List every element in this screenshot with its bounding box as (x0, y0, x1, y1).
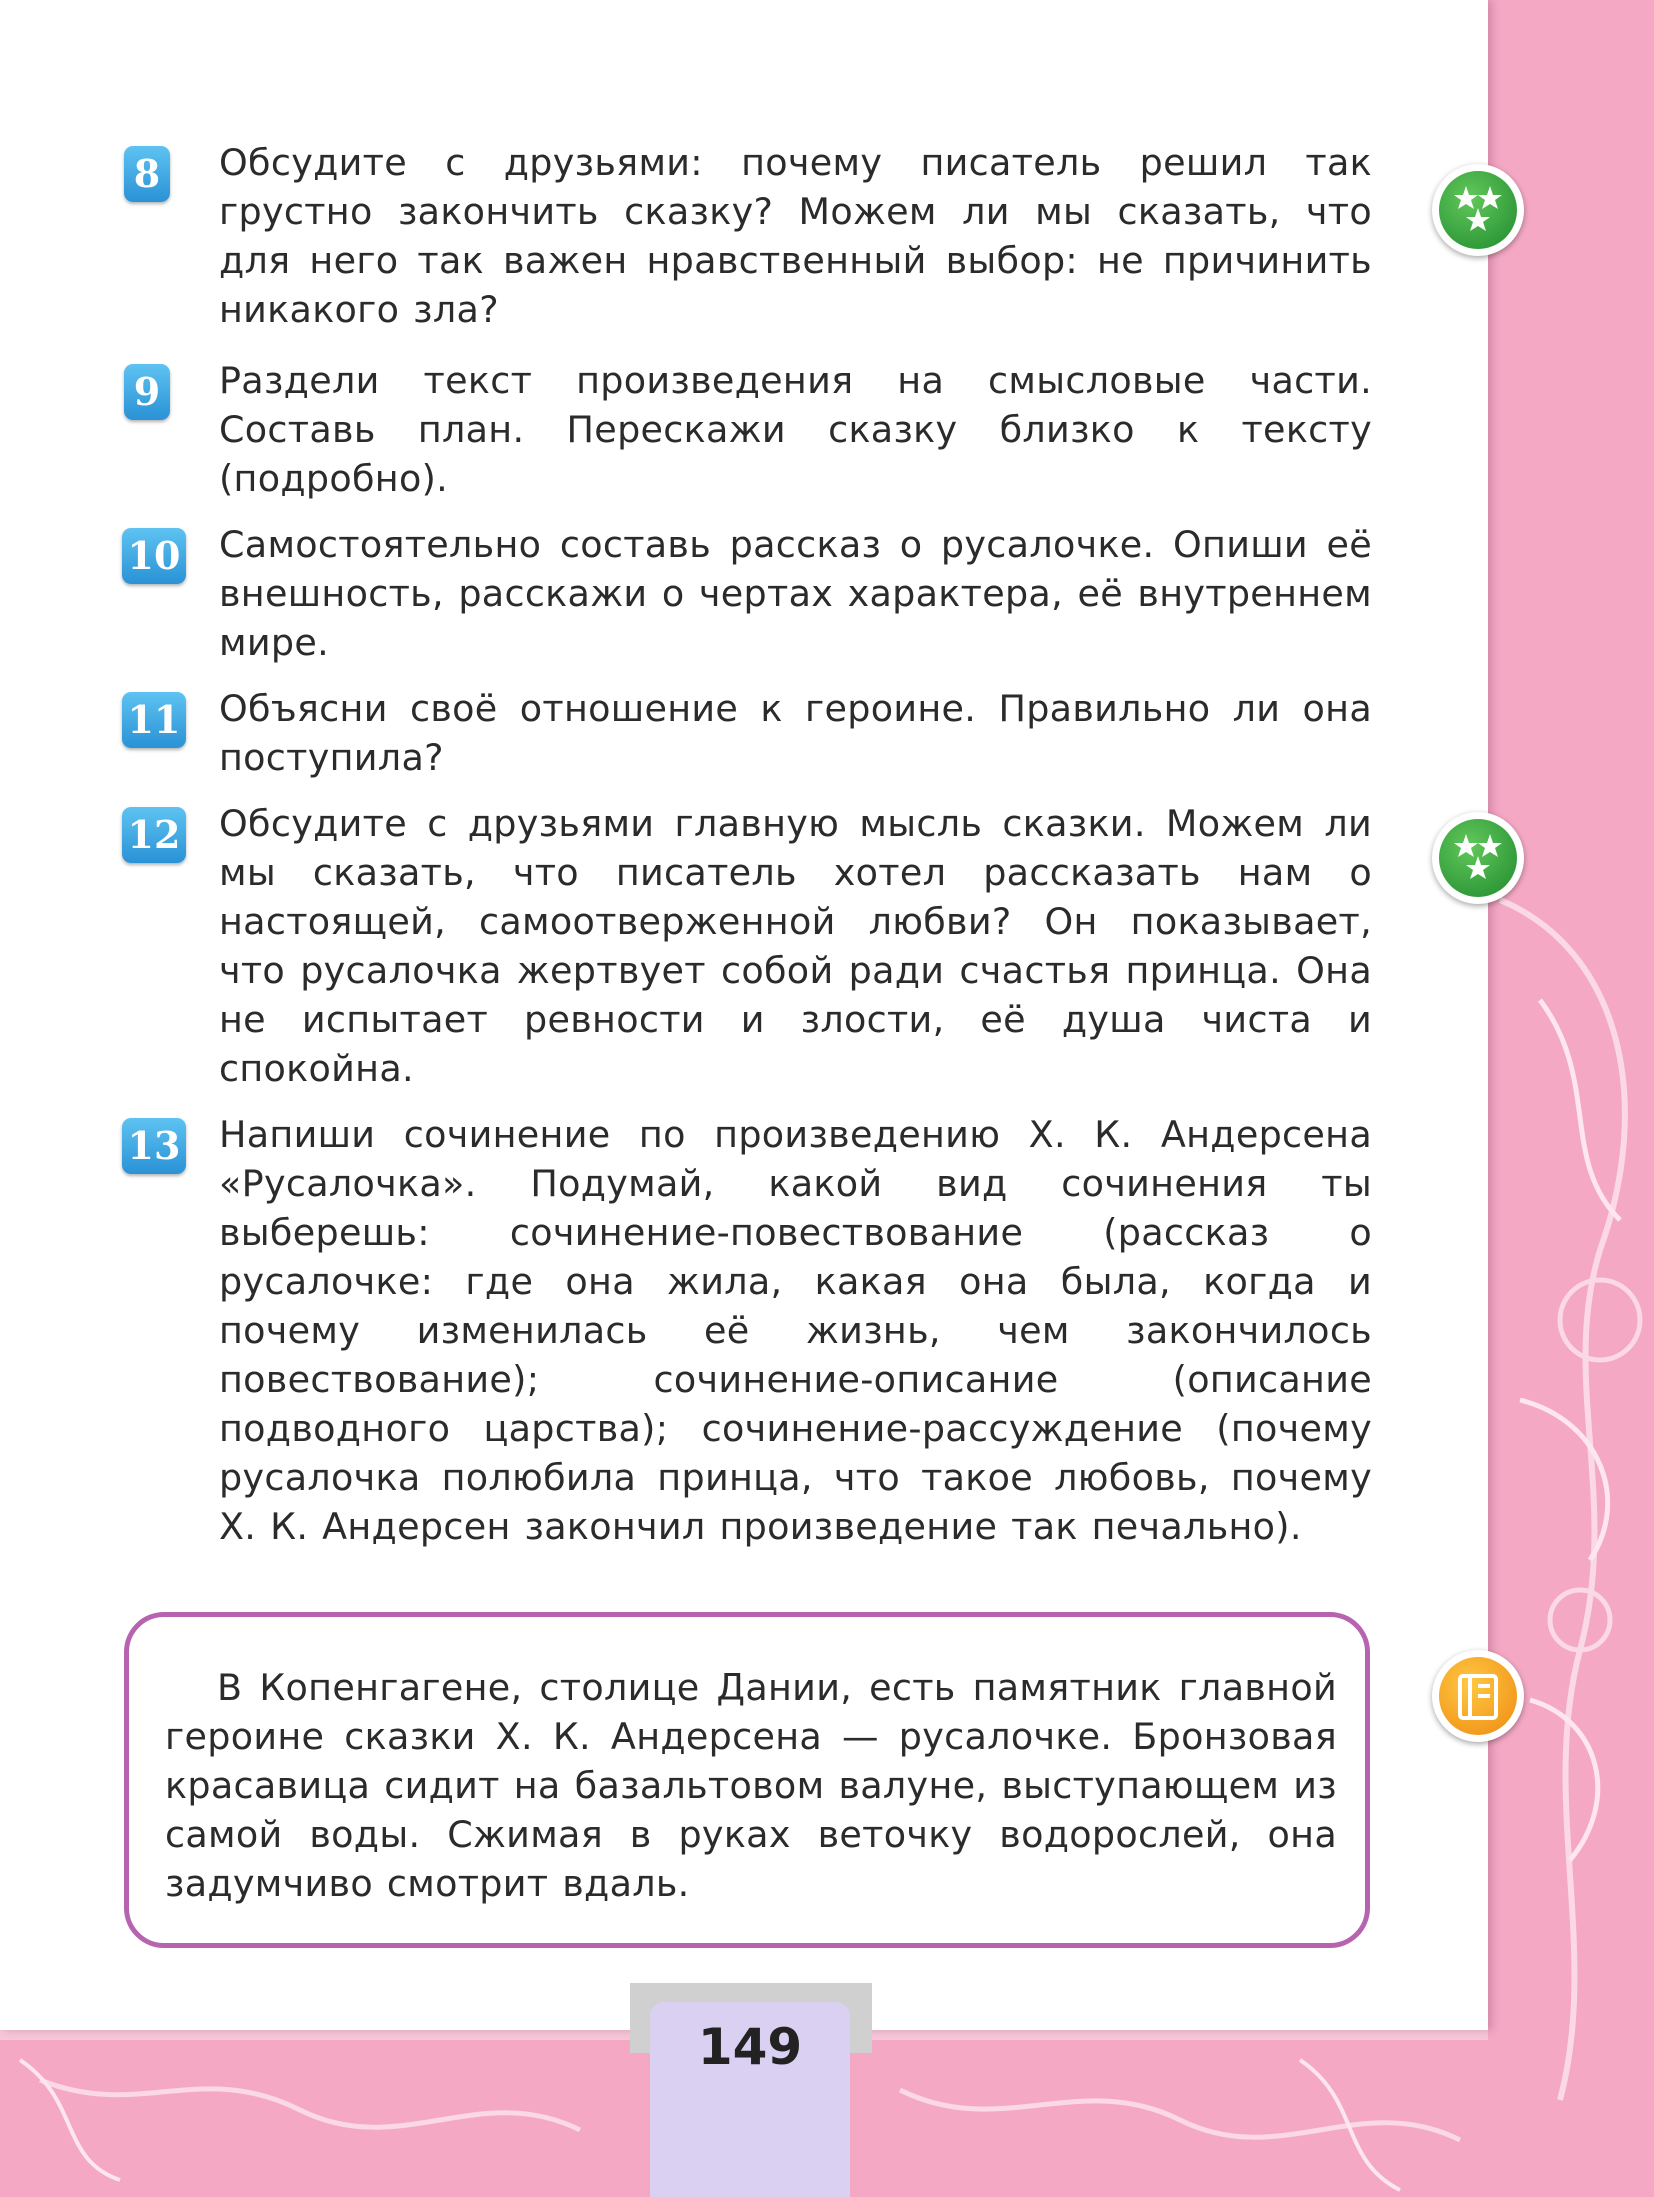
task-number-badge: 12 (122, 807, 186, 863)
task-13 (122, 1110, 1372, 1551)
stars-group-icon (1432, 812, 1524, 904)
page-number: 149 (650, 2002, 850, 2197)
stars-group-icon (1432, 164, 1524, 256)
task-10 (122, 520, 1372, 667)
task-number-badge: 9 (124, 364, 170, 420)
task-8 (122, 138, 1372, 334)
info-book-icon (1432, 1650, 1524, 1742)
info-box-text: В Копенгагене, столице Дании, есть памятник главной героине сказки Х. К. Андерсена — русалочке. Бронзовая красавица сидит на базальтовом валуне, выступающем из самой воды. Сжимая в руках веточку водорослей, она задумчиво смотрит вдаль. (165, 1666, 1337, 1905)
task-number-badge: 13 (122, 1118, 186, 1174)
task-text: Раздели текст произведения на смысловые части. Составь план. Перескажи сказку близко к тексту (подробно). (219, 359, 1372, 500)
task-text: Напиши сочинение по произведению Х. К. Андерсена «Русалочка». Подумай, какой вид сочинения ты выберешь: сочинение-повествование (рассказ о русалочке: где она жила, какая она была, когда и почему изменилась её жизнь, чем закончилось повествование); сочинение-описание (описание подводного царства); сочинение-рассуждение (почему русалочка полюбила принца, что такое любовь, почему Х. К. Андерсен закончил произведение так печально). (219, 1113, 1372, 1548)
task-text: Самостоятельно составь рассказ о русалочке. Опиши её внешность, расскажи о чертах характера, её внутреннем мире. (219, 523, 1372, 664)
task-text: Обсудите с друзьями главную мысль сказки. Можем ли мы сказать, что писатель хотел рассказать нам о настоящей, самоотверженной любви? Он показывает, что русалочка жертвует собой ради счастья принца. Она не испытает ревности и злости, её душа чиста и спокойна. (219, 802, 1372, 1090)
info-box (124, 1612, 1370, 1948)
task-number-badge: 10 (122, 528, 186, 584)
task-number-badge: 8 (124, 146, 170, 202)
task-number-badge: 11 (122, 692, 186, 748)
task-12 (122, 799, 1372, 1093)
task-11 (122, 684, 1372, 782)
task-text: Объясни своё отношение к героине. Правильно ли она поступила? (219, 687, 1372, 779)
task-9 (122, 356, 1372, 503)
task-text: Обсудите с друзьями: почему писатель решил так грустно закончить сказку? Можем ли мы сказать, что для него так важен нравственный выбор: не причинить никакого зла? (219, 141, 1372, 331)
